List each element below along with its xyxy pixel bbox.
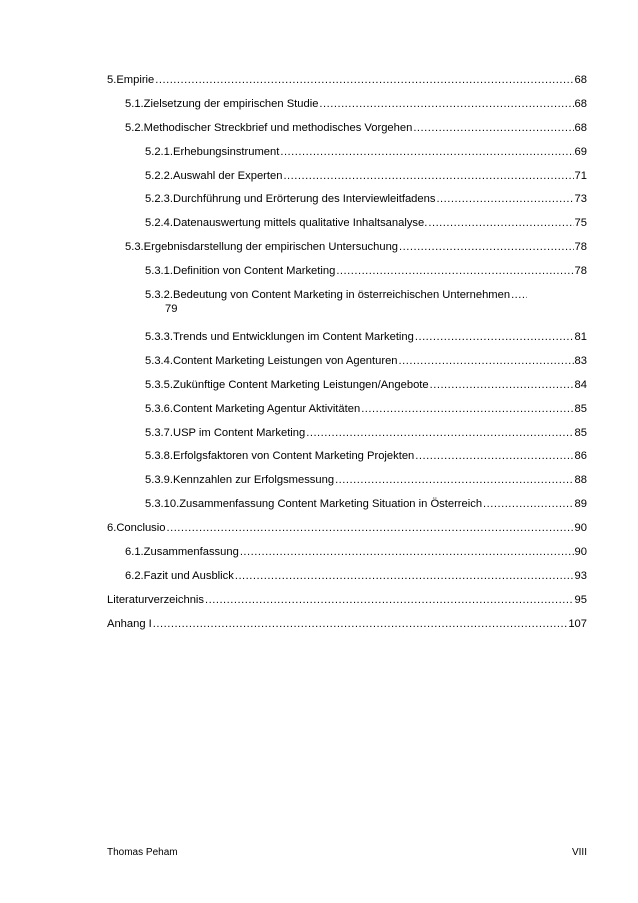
toc-leader-dots	[153, 617, 568, 631]
toc-entry-6-2[interactable]	[107, 569, 587, 593]
toc-page: 68	[574, 121, 587, 134]
toc-leader-dots	[399, 240, 574, 254]
toc-title: Conclusio	[116, 522, 166, 535]
toc-entry-literaturverzeichnis[interactable]	[107, 593, 587, 617]
toc-page: 89	[574, 498, 587, 511]
toc-title: Erhebungsinstrument	[173, 145, 280, 158]
toc-entry-5-2-3[interactable]	[107, 192, 587, 216]
toc-number: 5.3.7.	[145, 426, 173, 439]
toc-leader-dots	[415, 449, 573, 463]
toc-leader-dots	[511, 288, 527, 302]
toc-title: Zukünftige Content Marketing Leistungen/Angebote	[173, 378, 429, 391]
toc-title: Datenauswertung mittels qualitative Inhaltsanalyse.	[173, 217, 428, 230]
toc-leader-dots	[436, 192, 573, 206]
toc-entry-5-3-7[interactable]	[107, 426, 587, 450]
toc-title: Bedeutung von Content Marketing in österreichischen Unternehmen	[173, 289, 511, 302]
toc-number: 5.2.	[125, 121, 144, 134]
toc-number: 5.3.6.	[145, 402, 173, 415]
toc-leader-dots	[205, 593, 574, 607]
toc-leader-dots	[240, 545, 574, 559]
toc-entry-5-3-6[interactable]	[107, 402, 587, 426]
toc-entry-6[interactable]	[107, 521, 587, 545]
toc-page: 68	[574, 97, 587, 110]
toc-leader-dots	[280, 145, 573, 159]
toc-page: 78	[574, 241, 587, 254]
toc-number: 6.2.	[125, 569, 144, 582]
toc-leader-dots	[399, 354, 574, 368]
toc-entry-5-3[interactable]	[107, 240, 587, 264]
toc-entry-5-3-2[interactable]	[107, 288, 587, 330]
toc-entry-5-2-1[interactable]	[107, 145, 587, 169]
toc-page: 79	[165, 303, 178, 316]
toc-number: 5.2.1.	[145, 145, 173, 158]
toc-title: Literaturverzeichnis	[107, 593, 205, 606]
toc-leader-dots	[235, 569, 574, 583]
toc-leader-dots	[428, 216, 573, 230]
toc-entry-5-2-2[interactable]	[107, 169, 587, 193]
toc-leader-dots	[335, 473, 573, 487]
toc-leader-dots	[155, 73, 573, 87]
toc-leader-dots	[415, 330, 574, 344]
toc-leader-dots	[319, 97, 573, 111]
toc-title: Empirie	[116, 74, 155, 86]
toc-page: 75	[574, 217, 587, 230]
toc-title: Ergebnisdarstellung der empirischen Untersuchung	[143, 241, 399, 254]
toc-number: 5.2.3.	[145, 193, 173, 206]
footer-page-number: VIII	[571, 847, 587, 858]
toc-leader-dots	[336, 264, 573, 278]
toc-entry-5-2[interactable]	[107, 121, 587, 145]
toc-number: 5.1.	[125, 97, 144, 110]
table-of-contents	[107, 73, 587, 641]
toc-title: Zusammenfassung Content Marketing Situation in Österreich	[179, 498, 483, 511]
toc-leader-dots	[483, 497, 574, 511]
toc-number: 5.3.10.	[145, 498, 180, 511]
toc-number: 5.2.4.	[145, 217, 173, 230]
toc-title: Erfolgsfaktoren von Content Marketing Projekten	[173, 450, 415, 463]
toc-title: Kennzahlen zur Erfolgsmessung	[173, 474, 335, 487]
toc-page: 84	[574, 378, 587, 391]
toc-page: 85	[574, 402, 587, 415]
toc-entry-5-3-4[interactable]	[107, 354, 587, 378]
toc-title: Trends und Entwicklungen im Content Marketing	[173, 331, 414, 344]
toc-number: 5.3.3.	[145, 331, 173, 344]
toc-number: 5.3.	[125, 241, 144, 254]
toc-entry-5[interactable]	[107, 73, 587, 97]
toc-page: 68	[574, 74, 587, 86]
toc-title: Durchführung und Erörterung des Interviewleitfadens	[173, 193, 436, 206]
toc-number: 6.1.	[125, 546, 144, 559]
toc-title: Definition von Content Marketing	[173, 265, 336, 278]
toc-leader-dots	[430, 378, 574, 392]
toc-entry-5-3-3[interactable]	[107, 330, 587, 354]
toc-page: 90	[574, 522, 587, 535]
toc-number: 5.3.4.	[145, 354, 173, 367]
toc-number: 5.2.2.	[145, 169, 173, 182]
toc-page: 71	[574, 169, 587, 182]
toc-number: 6.	[107, 522, 117, 535]
toc-page: 78	[574, 265, 587, 278]
toc-page: 107	[568, 617, 587, 630]
toc-page: 69	[574, 145, 587, 158]
footer-author: Thomas Peham	[107, 847, 178, 858]
toc-title: Zielsetzung der empirischen Studie	[143, 97, 319, 110]
toc-number: 5.3.2.	[145, 289, 173, 302]
toc-entry-6-1[interactable]	[107, 545, 587, 569]
toc-page: 88	[574, 474, 587, 487]
page-footer	[107, 847, 587, 858]
toc-leader-dots	[166, 521, 573, 535]
toc-number: 5.3.8.	[145, 450, 173, 463]
toc-page: 95	[574, 593, 587, 606]
toc-page: 86	[574, 450, 587, 463]
toc-title: Zusammenfassung	[143, 546, 239, 559]
toc-leader-dots	[413, 121, 573, 135]
toc-number: 5.3.9.	[145, 474, 173, 487]
toc-entry-5-3-5[interactable]	[107, 378, 587, 402]
toc-page: 83	[574, 354, 587, 367]
toc-entry-5-1[interactable]	[107, 97, 587, 121]
toc-title: Anhang I	[107, 617, 152, 630]
toc-page: 93	[574, 569, 587, 582]
toc-title: Content Marketing Agentur Aktivitäten	[173, 402, 361, 415]
toc-page: 90	[574, 546, 587, 559]
toc-title: USP im Content Marketing	[173, 426, 306, 439]
toc-leader-dots	[361, 402, 573, 416]
toc-title: Fazit und Ausblick	[143, 569, 234, 582]
toc-number: 5.3.1.	[145, 265, 173, 278]
toc-entry-5-3-10[interactable]	[107, 497, 587, 521]
toc-entry-anhang[interactable]	[107, 617, 587, 641]
toc-entry-5-3-1[interactable]	[107, 264, 587, 288]
toc-entry-5-3-8[interactable]	[107, 449, 587, 473]
toc-page: 85	[574, 426, 587, 439]
toc-title: Methodischer Streckbrief und methodisches Vorgehen	[143, 121, 413, 134]
toc-number: 5.	[107, 74, 117, 86]
toc-number: 5.3.5.	[145, 378, 173, 391]
toc-leader-dots	[306, 426, 573, 440]
toc-entry-5-2-4[interactable]	[107, 216, 587, 240]
toc-page: 81	[574, 331, 587, 344]
toc-leader-dots	[283, 169, 573, 183]
toc-entry-5-3-9[interactable]	[107, 473, 587, 497]
toc-page: 73	[574, 193, 587, 206]
toc-title: Content Marketing Leistungen von Agenturen	[173, 354, 398, 367]
toc-title: Auswahl der Experten	[173, 169, 283, 182]
